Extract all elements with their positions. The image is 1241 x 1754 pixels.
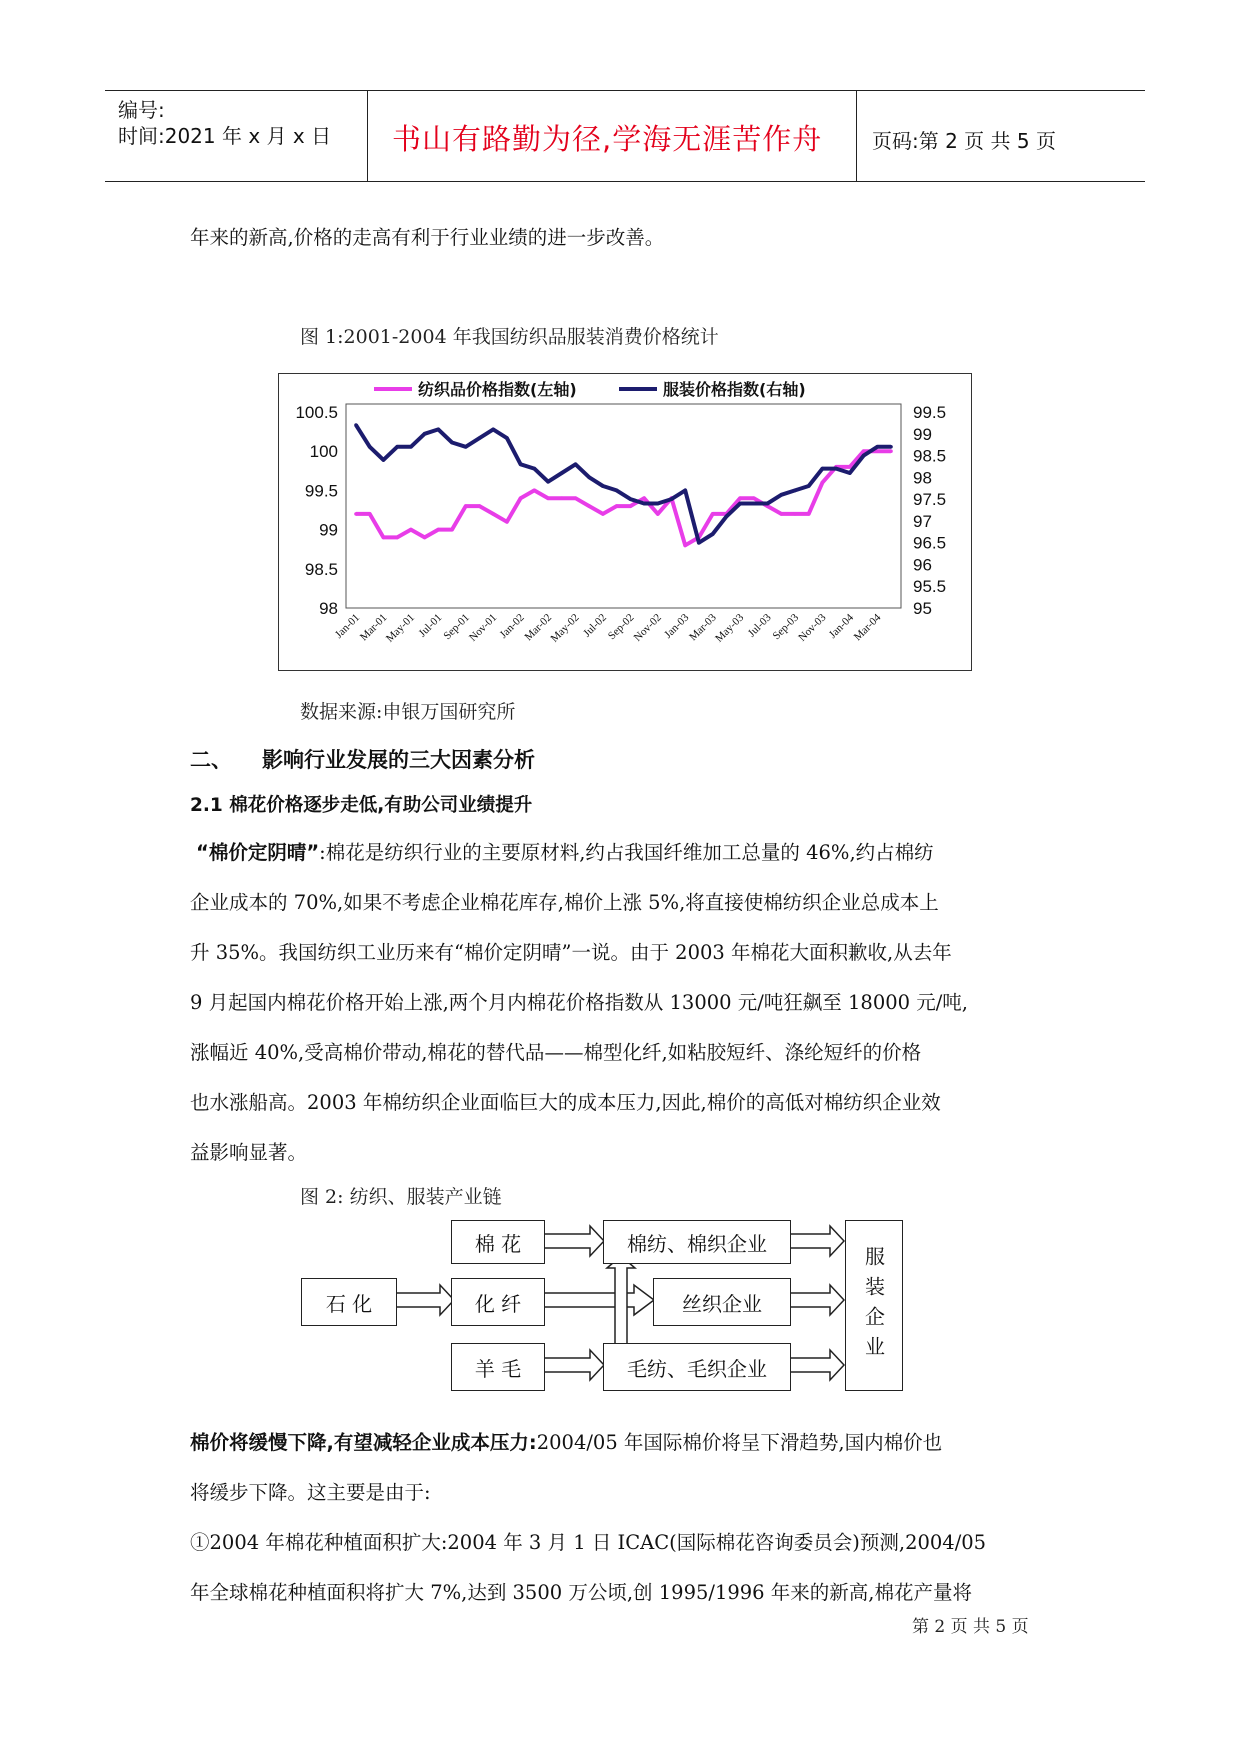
point-textile bbox=[587, 504, 591, 508]
arrow-petro-to-fiber bbox=[396, 1285, 454, 1315]
header-divider-left bbox=[367, 90, 368, 182]
right-axis-tick-label: 97.5 bbox=[913, 490, 947, 510]
figure1-source: 数据来源:申银万国研究所 bbox=[300, 701, 516, 723]
point-textile bbox=[656, 512, 660, 516]
point-apparel bbox=[437, 428, 441, 432]
point-textile bbox=[368, 512, 372, 516]
point-apparel bbox=[615, 489, 619, 493]
section-heading-number: 二、 bbox=[190, 748, 232, 772]
point-textile bbox=[395, 536, 399, 540]
right-axis-tick-label: 99.5 bbox=[913, 403, 947, 422]
point-textile bbox=[533, 489, 537, 493]
para2-line-2: 将缓步下降。这主要是由于: bbox=[190, 1481, 431, 1504]
point-apparel bbox=[382, 458, 386, 462]
x-axis-tick-label: Jan-02 bbox=[497, 611, 527, 641]
legend-label-textile: 纺织品价格指数(左轴) bbox=[418, 380, 577, 399]
para1-line-2: 企业成本的 70%,如果不考虑企业棉花库存,棉价上涨 5%,将直接使棉纺织企业总成本上 bbox=[190, 891, 939, 914]
node-cotton: 棉 花 bbox=[451, 1220, 545, 1264]
left-axis-tick-label: 99.5 bbox=[304, 481, 338, 501]
node-wool-enterprise: 毛纺、毛织企业 bbox=[603, 1343, 791, 1391]
point-apparel bbox=[629, 497, 633, 501]
point-textile bbox=[519, 496, 523, 500]
paragraph-cotton-price bbox=[190, 828, 1060, 1178]
x-axis-tick-label: Jan-03 bbox=[662, 611, 692, 641]
x-axis-tick-label: May-01 bbox=[383, 611, 417, 645]
point-apparel bbox=[478, 436, 482, 440]
node-silk-enterprise: 丝织企业 bbox=[653, 1278, 791, 1326]
arrow-silk-ent-to-garment bbox=[790, 1285, 844, 1315]
x-axis-tick-label: Jan-01 bbox=[332, 611, 363, 641]
x-axis-tick-label: Nov-02 bbox=[631, 611, 664, 644]
point-apparel bbox=[368, 445, 372, 449]
point-apparel bbox=[766, 502, 770, 506]
point-apparel bbox=[450, 441, 454, 445]
para2-line-3: ①2004 年棉花种植面积扩大:2004 年 3 月 1 日 ICAC(国际棉花咨询委员会)预测,2004/05 bbox=[190, 1531, 987, 1554]
point-textile bbox=[683, 544, 687, 548]
header-bottom-rule bbox=[105, 181, 1145, 182]
point-apparel bbox=[683, 489, 687, 493]
arrow-wool-ent-to-garment bbox=[790, 1350, 844, 1380]
point-textile bbox=[546, 496, 550, 500]
series-line-apparel bbox=[356, 425, 891, 543]
point-textile bbox=[793, 512, 797, 516]
point-apparel bbox=[725, 515, 729, 519]
point-textile bbox=[437, 528, 441, 532]
para1-line-5: 涨幅近 40%,受高棉价带动,棉花的替代品——棉型化纤,如粘胶短纤、涤纶短纤的价格 bbox=[190, 1041, 922, 1064]
right-axis-tick-label: 96.5 bbox=[913, 533, 947, 553]
point-apparel bbox=[519, 463, 523, 467]
x-axis-tick-label: Nov-03 bbox=[796, 611, 829, 644]
para1-line-1 bbox=[196, 828, 1060, 878]
right-axis-tick-label: 97 bbox=[913, 511, 932, 531]
point-textile bbox=[738, 496, 742, 500]
x-axis-tick-label: May-03 bbox=[713, 611, 747, 645]
point-textile bbox=[711, 512, 715, 516]
para1-bold-lead: “棉价定阴晴” bbox=[196, 841, 320, 864]
x-axis-tick-label: Mar-04 bbox=[851, 611, 884, 644]
footer-page-number: 第 2 页 共 5 页 bbox=[912, 1617, 1029, 1637]
doc-number-label: 编号: bbox=[118, 98, 165, 122]
point-apparel bbox=[491, 428, 495, 432]
left-axis-tick-label: 99 bbox=[319, 520, 338, 540]
point-apparel bbox=[601, 484, 605, 488]
x-axis-tick-label: Jan-04 bbox=[826, 611, 856, 641]
point-textile bbox=[629, 504, 633, 508]
x-axis-tick-label: Mar-02 bbox=[522, 611, 555, 644]
point-apparel bbox=[876, 445, 880, 449]
left-axis-tick-label: 100.5 bbox=[295, 403, 338, 422]
legend-label-apparel: 服装价格指数(右轴) bbox=[663, 380, 806, 399]
node-garment-enterprise: 服装企业 bbox=[845, 1220, 903, 1391]
node-chemical-fiber: 化 纤 bbox=[451, 1278, 545, 1326]
point-textile bbox=[848, 465, 852, 469]
paragraph-cotton-decline bbox=[190, 1418, 1060, 1618]
x-axis-tick-label: Mar-01 bbox=[357, 611, 390, 644]
point-apparel bbox=[560, 471, 564, 475]
figure2-caption: 图 2: 纺织、服装产业链 bbox=[300, 1186, 502, 1208]
header-motto: 书山有路勤为径,学海无涯苦作舟 bbox=[392, 122, 823, 156]
para2-bold-lead: 棉价将缓慢下降,有望减轻企业成本压力: bbox=[190, 1431, 537, 1454]
point-textile bbox=[642, 496, 646, 500]
right-axis-tick-label: 99 bbox=[913, 424, 932, 444]
point-textile bbox=[889, 449, 893, 453]
point-apparel bbox=[711, 532, 715, 536]
point-apparel bbox=[533, 467, 537, 471]
point-apparel bbox=[738, 502, 742, 506]
header-top-rule bbox=[105, 90, 1145, 91]
x-axis-tick-label: Jul-01 bbox=[416, 611, 445, 640]
node-petrochemical: 石 化 bbox=[301, 1278, 397, 1326]
para1-line-7: 益影响显著。 bbox=[190, 1141, 308, 1164]
price-index-chart bbox=[278, 373, 972, 671]
point-apparel bbox=[505, 436, 509, 440]
point-textile bbox=[601, 512, 605, 516]
x-axis-tick-label: Sep-02 bbox=[605, 611, 637, 643]
left-axis-tick-label: 98.5 bbox=[304, 559, 338, 579]
point-apparel bbox=[354, 423, 358, 427]
point-apparel bbox=[423, 432, 427, 436]
left-axis-tick-label: 100 bbox=[309, 442, 338, 462]
point-textile bbox=[423, 536, 427, 540]
x-axis-tick-label: May-02 bbox=[548, 611, 582, 645]
para1-line-1-text: :棉花是纺织行业的主要原材料,约占我国纤维加工总量的 46%,约占棉纺 bbox=[319, 841, 934, 864]
point-apparel bbox=[642, 502, 646, 506]
point-apparel bbox=[697, 541, 701, 545]
point-textile bbox=[615, 504, 619, 508]
arrow-cotton-ent-to-garment bbox=[790, 1226, 844, 1256]
point-textile bbox=[574, 496, 578, 500]
point-textile bbox=[780, 512, 784, 516]
x-axis-tick-label: Sep-01 bbox=[441, 611, 472, 643]
x-axis-tick-label: Nov-01 bbox=[467, 611, 500, 644]
left-axis-tick-label: 98 bbox=[319, 599, 338, 618]
arrow-cotton-to-cotton-ent bbox=[544, 1226, 604, 1256]
point-textile bbox=[478, 504, 482, 508]
point-apparel bbox=[821, 467, 825, 471]
node-wool: 羊 毛 bbox=[451, 1343, 545, 1391]
point-textile bbox=[821, 481, 825, 485]
right-axis-tick-label: 95.5 bbox=[913, 577, 947, 597]
point-apparel bbox=[546, 480, 550, 484]
para1-line-4: 9 月起国内棉花价格开始上涨,两个月内棉花价格指数从 13000 元/吨狂飙至 18000 元/吨, bbox=[190, 991, 969, 1014]
point-apparel bbox=[464, 445, 468, 449]
point-textile bbox=[560, 496, 564, 500]
para1-line-3: 升 35%。我国纺织工业历来有“棉价定阴晴”一说。由于 2003 年棉花大面积歉收,从去年 bbox=[190, 941, 952, 964]
point-apparel bbox=[656, 502, 660, 506]
chart-svg bbox=[279, 374, 971, 670]
point-textile bbox=[491, 512, 495, 516]
point-textile bbox=[409, 528, 413, 532]
point-textile bbox=[505, 520, 509, 524]
point-apparel bbox=[807, 484, 811, 488]
point-textile bbox=[450, 528, 454, 532]
x-axis-tick-label: Sep-03 bbox=[770, 611, 802, 643]
header-divider-right bbox=[856, 90, 857, 182]
point-textile bbox=[807, 512, 811, 516]
point-textile bbox=[464, 504, 468, 508]
arrow-wool-to-wool-ent bbox=[544, 1350, 604, 1380]
x-axis-tick-label: Mar-03 bbox=[687, 611, 719, 644]
point-textile bbox=[752, 496, 756, 500]
point-apparel bbox=[848, 471, 852, 475]
point-apparel bbox=[793, 489, 797, 493]
node-cotton-enterprise: 棉纺、棉织企业 bbox=[603, 1220, 791, 1264]
para2-line-1-text: 2004/05 年国际棉价将呈下滑趋势,国内棉价也 bbox=[536, 1431, 943, 1454]
point-apparel bbox=[670, 497, 674, 501]
right-axis-tick-label: 96 bbox=[913, 555, 932, 575]
x-axis-tick-label: Jul-03 bbox=[745, 611, 774, 640]
subsection-heading: 2.1 棉花价格逐步走低,有助公司业绩提升 bbox=[190, 795, 533, 816]
point-apparel bbox=[574, 463, 578, 467]
point-apparel bbox=[780, 493, 784, 497]
point-apparel bbox=[395, 445, 399, 449]
header-page-label: 页码:第 2 页 共 5 页 bbox=[872, 129, 1056, 153]
point-apparel bbox=[409, 445, 413, 449]
doc-time-label: 时间:2021 年 x 月 x 日 bbox=[118, 124, 332, 148]
x-axis-tick-label: Jul-02 bbox=[581, 611, 610, 640]
figure1-caption: 图 1:2001-2004 年我国纺织品服装消费价格统计 bbox=[300, 326, 719, 348]
para2-line-4: 年全球棉花种植面积将扩大 7%,达到 3500 万公顷,创 1995/1996 年来的新高,棉花产量将 bbox=[190, 1581, 972, 1604]
para2-line-1 bbox=[190, 1418, 1060, 1468]
point-textile bbox=[354, 512, 358, 516]
arrow-fiber-to-silk-ent bbox=[544, 1285, 654, 1315]
point-apparel bbox=[834, 467, 838, 471]
point-apparel bbox=[889, 445, 893, 449]
right-axis-tick-label: 98.5 bbox=[913, 446, 947, 466]
point-apparel bbox=[752, 502, 756, 506]
right-axis-tick-label: 95 bbox=[913, 599, 932, 618]
point-apparel bbox=[587, 476, 591, 480]
point-textile bbox=[382, 536, 386, 540]
intro-line: 年来的新高,价格的走高有利于行业业绩的进一步改善。 bbox=[190, 226, 665, 249]
point-apparel bbox=[862, 454, 866, 458]
series-line-textile bbox=[356, 451, 891, 545]
right-axis-tick-label: 98 bbox=[913, 468, 932, 488]
para1-line-6: 也水涨船高。2003 年棉纺织企业面临巨大的成本压力,因此,棉价的高低对棉纺织企业效 bbox=[190, 1091, 941, 1114]
section-heading: 影响行业发展的三大因素分析 bbox=[262, 748, 535, 772]
